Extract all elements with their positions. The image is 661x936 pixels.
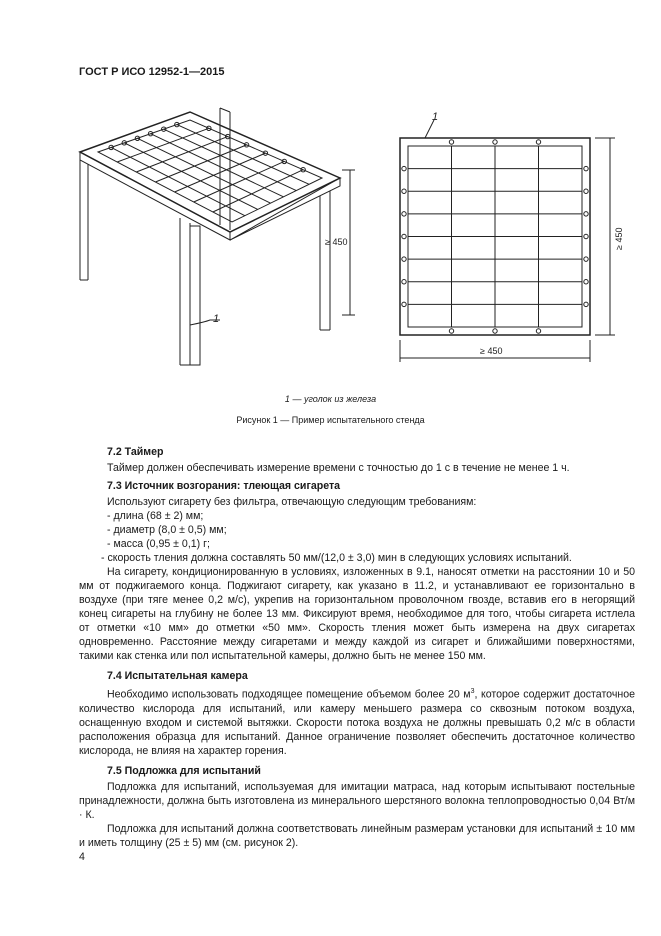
rivet-icon [402,212,406,216]
figure-legend [0,394,661,404]
rivet-icon [493,329,497,333]
section-7-4-text [79,685,635,758]
rivet-icon [584,166,588,170]
rivet-icon [536,329,540,333]
list-item: - диаметр (8,0 ± 0,5) мм; [107,524,227,536]
rivet-icon [584,280,588,284]
rivet-icon [584,189,588,193]
table-isometric [80,108,355,365]
rivet-icon [584,257,588,261]
page-number: 4 [79,851,85,863]
figure-1-drawing [70,100,630,370]
section-7-3-text: На сигарету, кондиционированную в условиях, изложенных в 9.1, наносят отметки на расстоянии 10 и 50 мм от поджигаемого конца. Поджигают сигарету, как указано в 11.2, и устанавливают ее горизонтально в воздухе (при тяге менее 0,2 м/с), укрепив на горизонтальном проволочном гвозде, вставив его в негорящий конец сигареты на глубину не более 13 мм. Фиксируют время, необходимое для того, чтобы сигарета истлела от отметки «10 мм» до отметки «50 мм». Скорость тления может быть измерена на двух сигаретах одновременно. Расстояние между сигаретами и между каждой из сигарет и ближайшими поверхностями, такими как стенка или пол испытательной камеры, должно быть не менее 150 мм. [79,566,635,662]
rivet-icon [584,234,588,238]
rivet-icon [402,302,406,306]
text: , которое содержит достаточное количество кислорода для испытаний, или камеру меньшего размера со сквозным потоком воздуха, оснащенную входом и системой вытяжки. Скорости потока воздуха не должны превышать 0,2 м/с в области расположения образца для испытаний. Данное ограничение позволяет обеспечить достаточное количество кислорода, не влияя на характер горения. [79,688,635,757]
grid-line [177,125,309,185]
legend-text: — уголок из железа [289,394,377,404]
grid-line [155,145,246,182]
callout-1-right: 1 [432,111,439,123]
text: Необходимо использовать подходящее помещение объемом более 20 м [107,688,471,701]
list-item: - длина (68 ± 2) мм; [107,510,204,522]
legend-number: 1 [284,394,290,404]
list-item: - масса (0,95 ± 0,1) г; [107,538,210,550]
superscript: 3 [470,688,475,695]
rivet-icon [402,280,406,284]
callout-1-left: 1 [213,313,220,325]
grid-line [194,161,285,202]
section-7-2-text: Таймер должен обеспечивать измерение времени с точностью до 1 с в течение не менее 1 ч. [107,462,570,474]
rivet-icon [584,212,588,216]
rivet-icon [402,257,406,261]
section-7-4-title: 7.4 Испытательная камера [107,670,248,682]
rivet-icon [402,189,406,193]
dim-width: ≥ 450 [480,346,503,356]
rivet-icon [536,140,540,144]
rivet-icon [402,166,406,170]
list-item: - скорость тления должна составлять 50 мм/(12,0 ± 3,0) мин в следующих условиях испытаний. [101,552,572,564]
section-7-3-intro: Используют сигарету без фильтра, отвечающую следующим требованиям: [107,496,477,508]
body-text [79,445,635,850]
dim-height-left: ≥ 450 [325,237,348,247]
figure-caption: Рисунок 1 — Пример испытательного стенда [236,415,425,425]
section-7-2-title: 7.2 Таймер [107,446,164,458]
rivet-icon [402,234,406,238]
rivet-icon [584,302,588,306]
grid-line [213,170,303,212]
rivet-icon [449,329,453,333]
rivet-icon [493,140,497,144]
section-7-3-title: 7.3 Источник возгорания: тлеющая сигарета [107,480,341,492]
table-plan [400,120,615,362]
section-7-5-p2: Подложка для испытаний должна соответствовать линейным размерам установки для испытаний ± 10 мм и иметь толщину (25 ± 5) мм (см. рисунок 2). [79,822,635,849]
document-header: ГОСТ Р ИСО 12952-1—2015 [79,66,225,78]
section-7-5-p1: Подложка для испытаний, используемая для имитации матраса, над которым испытывают постельные принадлежности, должна быть изготовлена из минерального шерстяного волокна теплопроводностью 0,04 Вт/м · К. [79,780,635,821]
dim-height-right: ≥ 450 [614,227,624,250]
section-7-5-title: 7.5 Подложка для испытаний [107,764,261,777]
rivet-icon [449,140,453,144]
grid-line [136,137,227,172]
